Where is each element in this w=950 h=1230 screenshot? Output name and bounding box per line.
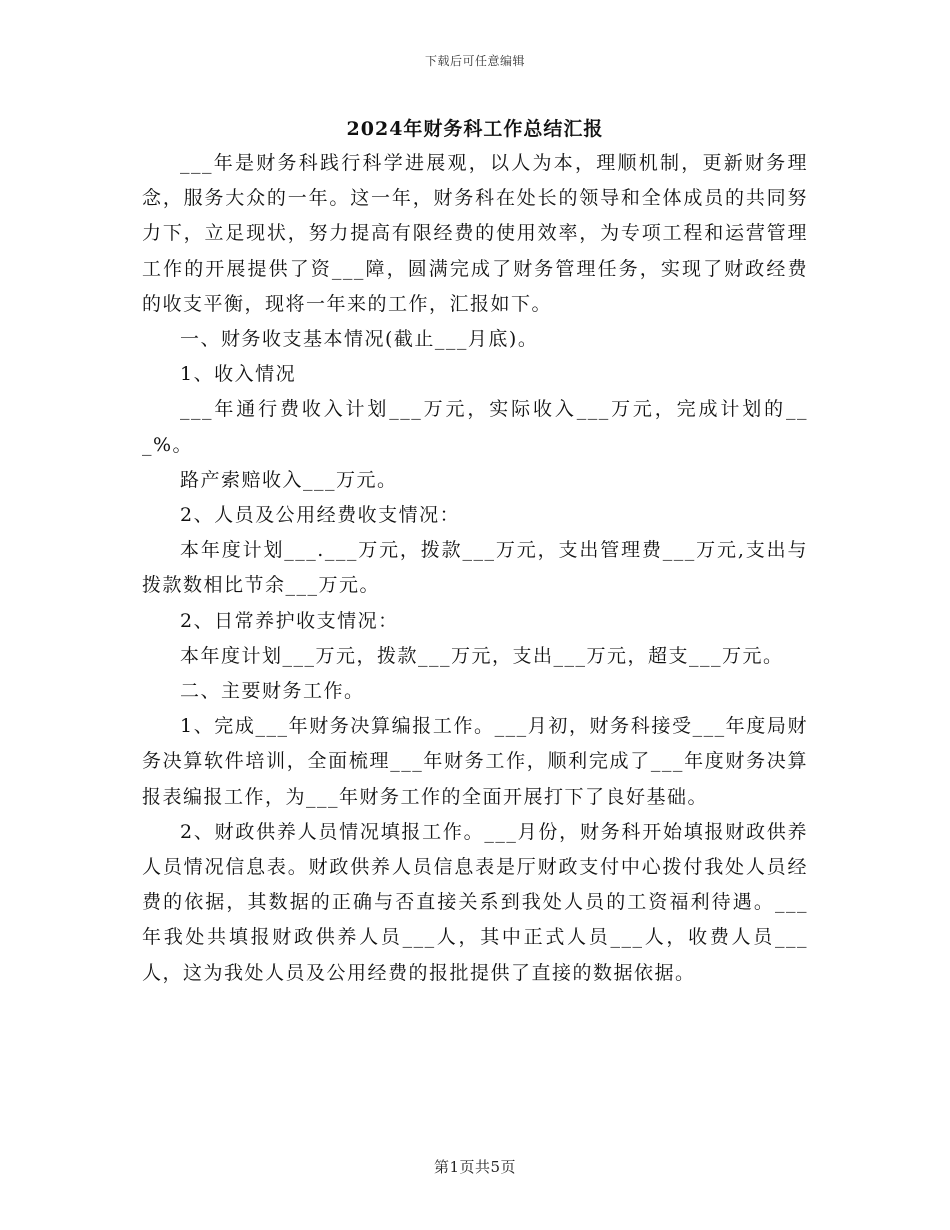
- subheading-staff-expenses: 2、人员及公用经费收支情况：: [180, 504, 461, 527]
- paragraph-maintenance: 本年度计划___万元，拨款___万元，支出___万元，超支___万元。: [180, 644, 784, 667]
- page-indicator: 第1页共5页: [433, 1158, 517, 1176]
- document-body: [142, 146, 808, 991]
- paragraph-intro: ___年是财务科践行科学进展观，以人为本，理顺机制，更新财务理念，服务大众的一年。这一年，财务科在处长的领导和全体成员的共同努力下，立足现状，努力提高有限经费的使用效率，为专项工程和运营管理工作的开展提供了资___障，圆满完成了财务管理任务，实现了财政经费的收支平衡，现将一年来的工作，汇报如下。: [142, 152, 808, 315]
- paragraph-staff-info: 2、财政供养人员情况填报工作。___月份，财务科开始填报财政供养人员情况信息表。财政供养人员信息表是厅财政支付中心拨付我处人员经费的依据，其数据的正确与否直接关系到我处人员的工资福利待遇。___年我处共填报财政供养人员___人，其中正式人员___人，收费人员___人，这为我处人员及公用经费的报批提供了直接的数据依据。: [142, 820, 808, 984]
- header-note: 下载后可任意编辑: [424, 54, 525, 68]
- subheading-income: 1、收入情况: [180, 363, 297, 386]
- subheading-maintenance: 2、日常养护收支情况：: [180, 609, 399, 632]
- document-title: 2024年财务科工作总结汇报: [346, 118, 604, 140]
- paragraph-staff-expenses: 本年度计划___.___万元，拨款___万元，支出管理费___万元,支出与拨款数相比节余___万元。: [142, 539, 808, 597]
- paragraph-claim-income: 路产索赔收入___万元。: [180, 468, 398, 491]
- section-heading-2: 二、主要财务工作。: [180, 680, 365, 703]
- paragraph-final-accounts: 1、完成___年财务决算编报工作。___月初，财务科接受___年度局财务决算软件培训，全面梳理___年财务工作，顺利完成了___年度财务决算报表编报工作，为___年财务工作的全面开展打下了良好基础。: [142, 715, 808, 808]
- section-heading-1: 一、财务收支基本情况(截止___月底)。: [180, 328, 539, 351]
- paragraph-toll-income: ___年通行费收入计划___万元，实际收入___万元，完成计划的___%。: [142, 398, 808, 456]
